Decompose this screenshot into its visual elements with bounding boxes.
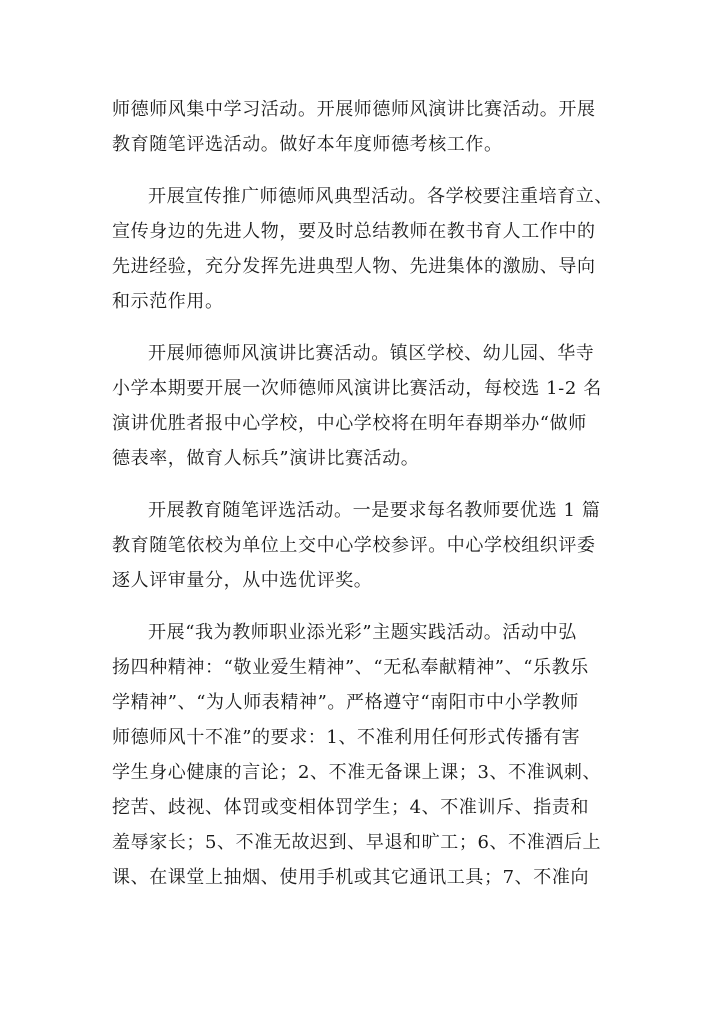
paragraph-1 [112,92,612,162]
paragraph-4-line-2: 教育随笔依校为单位上交中心学校参评。中心学校组织评委 [112,535,596,556]
paragraph-5-line-3: 学精神”、“为人师表精神”。严格遵守“南阳市中小学教师 [112,692,580,713]
paragraph-2 [112,179,612,319]
paragraph-1-line-1: 师德师风集中学习活动。开展师德师风演讲比赛活动。开展 [112,99,596,120]
paragraph-1-line-2: 教育随笔评选活动。做好本年度师德考核工作。 [112,134,503,155]
paragraph-2-line-4: 和示范作用。 [112,291,224,312]
paragraph-2-line-1: 开展宣传推广师德师风典型活动。各学校要注重培育立、 [148,186,613,207]
paragraph-5-line-7: 羞辱家长；5、不准无故迟到、早退和旷工；6、不准酒后上 [112,832,602,853]
paragraph-3-line-4: 德表率，做育人标兵”演讲比赛活动。 [112,448,420,469]
paragraph-5-line-4: 师德师风十不准”的要求：1、不准利用任何形式传播有害 [112,727,581,748]
paragraph-4-line-1: 开展教育随笔评选活动。一是要求每名教师要优选 1 篇 [148,500,601,521]
paragraph-5-line-1: 开展“我为教师职业添光彩”主题实践活动。活动中弘 [148,622,577,643]
paragraph-5 [112,615,612,895]
paragraph-2-line-2: 宣传身边的先进人物，要及时总结教师在教书育人工作中的 [112,221,596,242]
paragraph-5-line-6: 挖苦、歧视、体罚或变相体罚学生；4、不准训斥、指责和 [112,797,590,818]
paragraph-5-line-8: 课、在课堂上抽烟、使用手机或其它通讯工具；7、不准向 [112,867,590,888]
paragraph-3-line-2: 小学本期要开展一次师德师风演讲比赛活动，每校选 1-2 名 [112,378,602,399]
paragraph-3-line-1: 开展师德师风演讲比赛活动。镇区学校、幼儿园、华寺 [148,343,595,364]
paragraph-4-line-3: 逐人评审量分，从中选优评奖。 [112,570,373,591]
paragraph-5-line-5: 学生身心健康的言论；2、不准无备课上课；3、不准讽刺、 [112,762,602,783]
paragraph-4 [112,493,612,598]
paragraph-3-line-3: 演讲优胜者报中心学校，中心学校将在明年春期举办“做师 [112,413,587,434]
document-page [112,92,612,912]
paragraph-2-line-3: 先进经验，充分发挥先进典型人物、先进集体的激励、导向 [112,256,596,277]
paragraph-3 [112,336,612,476]
paragraph-5-line-2: 扬四种精神：“敬业爱生精神”、“无私奉献精神”、“乐教乐 [112,657,589,678]
